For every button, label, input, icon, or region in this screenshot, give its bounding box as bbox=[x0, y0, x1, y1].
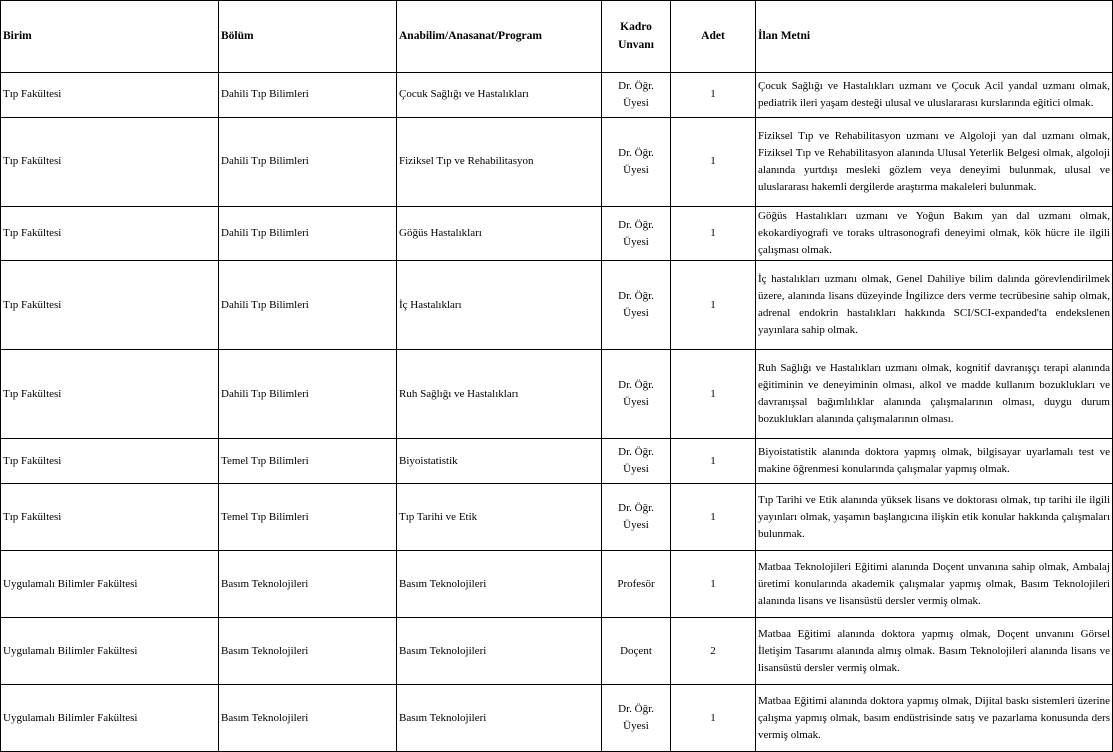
cell-program: Göğüs Hastalıkları bbox=[397, 207, 602, 261]
cell-birim: Tıp Fakültesi bbox=[1, 261, 219, 350]
cell-kadro: Dr. Öğr. Üyesi bbox=[602, 350, 671, 439]
cell-birim: Uygulamalı Bilimler Fakültesi bbox=[1, 685, 219, 752]
cell-adet: 2 bbox=[671, 618, 756, 685]
table-row bbox=[1, 73, 1113, 118]
table-row bbox=[1, 118, 1113, 207]
cell-adet: 1 bbox=[671, 439, 756, 484]
cell-birim: Tıp Fakültesi bbox=[1, 118, 219, 207]
cell-bolum: Dahili Tıp Bilimleri bbox=[219, 118, 397, 207]
cell-bolum: Basım Teknolojileri bbox=[219, 618, 397, 685]
cell-program: Fiziksel Tıp ve Rehabilitasyon bbox=[397, 118, 602, 207]
cell-program: Çocuk Sağlığı ve Hastalıkları bbox=[397, 73, 602, 118]
cell-ilan: Matbaa Teknolojileri Eğitimi alanında Doçent unvanına sahip olmak, Ambalaj üretimi konularında akademik çalışmalar yapmış olmak, Basım Teknolojileri alanında lisans ve lisansüstü dersler vermiş olmak. bbox=[756, 551, 1113, 618]
cell-kadro: Dr. Öğr. Üyesi bbox=[602, 118, 671, 207]
cell-bolum: Dahili Tıp Bilimleri bbox=[219, 73, 397, 118]
cell-bolum: Basım Teknolojileri bbox=[219, 685, 397, 752]
table-row bbox=[1, 484, 1113, 551]
table-row bbox=[1, 350, 1113, 439]
cell-adet: 1 bbox=[671, 484, 756, 551]
header-bolum: Bölüm bbox=[219, 1, 397, 73]
cell-adet: 1 bbox=[671, 261, 756, 350]
table-row bbox=[1, 618, 1113, 685]
header-ilan: İlan Metni bbox=[756, 1, 1113, 73]
cell-program: Tıp Tarihi ve Etik bbox=[397, 484, 602, 551]
table-row bbox=[1, 551, 1113, 618]
cell-birim: Tıp Fakültesi bbox=[1, 484, 219, 551]
cell-bolum: Temel Tıp Bilimleri bbox=[219, 484, 397, 551]
cell-birim: Uygulamalı Bilimler Fakültesi bbox=[1, 551, 219, 618]
cell-ilan: Tıp Tarihi ve Etik alanında yüksek lisans ve doktorası olmak, tıp tarihi ile ilgili yayınları olmak, yaşamın başlangıcına ilişkin etik konular hakkında çalışmaları bulunmak. bbox=[756, 484, 1113, 551]
cell-kadro: Dr. Öğr. Üyesi bbox=[602, 261, 671, 350]
cell-ilan: Göğüs Hastalıkları uzmanı ve Yoğun Bakım yan dal uzmanı olmak, ekokardiyografi ve toraks ultrasonografi deneyimi olmak, kök hücre ile ilgili çalışması olmak. bbox=[756, 207, 1113, 261]
cell-adet: 1 bbox=[671, 73, 756, 118]
cell-kadro: Doçent bbox=[602, 618, 671, 685]
cell-birim: Uygulamalı Bilimler Fakültesi bbox=[1, 618, 219, 685]
cell-bolum: Basım Teknolojileri bbox=[219, 551, 397, 618]
cell-birim: Tıp Fakültesi bbox=[1, 350, 219, 439]
cell-bolum: Dahili Tıp Bilimleri bbox=[219, 350, 397, 439]
cell-kadro: Dr. Öğr. Üyesi bbox=[602, 484, 671, 551]
cell-kadro: Dr. Öğr. Üyesi bbox=[602, 73, 671, 118]
table-row bbox=[1, 261, 1113, 350]
table-row bbox=[1, 439, 1113, 484]
cell-bolum: Dahili Tıp Bilimleri bbox=[219, 207, 397, 261]
cell-program: Biyoistatistik bbox=[397, 439, 602, 484]
cell-ilan: Biyoistatistik alanında doktora yapmış olmak, bilgisayar uyarlamalı test ve makine öğrenmesi konularında çalışmalar yapmış olmak. bbox=[756, 439, 1113, 484]
cell-program: Basım Teknolojileri bbox=[397, 618, 602, 685]
header-adet: Adet bbox=[671, 1, 756, 73]
cell-ilan: Fiziksel Tıp ve Rehabilitasyon uzmanı ve Algoloji yan dal uzmanı olmak, Fiziksel Tıp ve Rehabilitasyon alanında Ulusal Yeterlik Belgesi olmak, algoloji alanında yurtdışı mesleki gözlem veya deneyimi bulunmak, ulusal ve uluslararası hakemli dergilerde araştırma makaleleri bulunmak. bbox=[756, 118, 1113, 207]
cell-ilan: Matbaa Eğitimi alanında doktora yapmış olmak, Doçent unvanını Görsel İletişim Tasarımı alanında almış olmak. Basım Teknolojileri alanında lisans ve lisansüstü dersler vermiş olmak. bbox=[756, 618, 1113, 685]
cell-adet: 1 bbox=[671, 118, 756, 207]
cell-kadro: Dr. Öğr. Üyesi bbox=[602, 685, 671, 752]
cell-ilan: Ruh Sağlığı ve Hastalıkları uzmanı olmak, kognitif davranışçı terapi alanında eğitiminin ve deneyiminin olması, alkol ve madde kullanım bozuklukları ve davranışsal bağımlılıklar alanında çalışmalarının olması, duygu durum bozuklukları alanında çalışmalarının olması. bbox=[756, 350, 1113, 439]
cell-bolum: Dahili Tıp Bilimleri bbox=[219, 261, 397, 350]
cell-ilan: Matbaa Eğitimi alanında doktora yapmış olmak, Dijital baskı sistemleri üzerine çalışma yapmış olmak, basım endüstrisinde satış ve pazarlama konusunda ders vermiş olmak. bbox=[756, 685, 1113, 752]
cell-adet: 1 bbox=[671, 207, 756, 261]
cell-ilan: Çocuk Sağlığı ve Hastalıkları uzmanı ve Çocuk Acil yandal uzmanı olmak, pediatrik ileri yaşam desteği ulusal ve uluslararası kurslarında eğitici olmak. bbox=[756, 73, 1113, 118]
cell-birim: Tıp Fakültesi bbox=[1, 207, 219, 261]
cell-kadro: Profesör bbox=[602, 551, 671, 618]
cell-program: Basım Teknolojileri bbox=[397, 685, 602, 752]
cell-adet: 1 bbox=[671, 350, 756, 439]
cell-adet: 1 bbox=[671, 685, 756, 752]
cell-program: İç Hastalıkları bbox=[397, 261, 602, 350]
table-header-row bbox=[1, 1, 1113, 73]
header-kadro: Kadro Unvanı bbox=[602, 1, 671, 73]
cell-ilan: İç hastalıkları uzmanı olmak, Genel Dahiliye bilim dalında görevlendirilmek üzere, alanında lisans düzeyinde İngilizce ders verme tecrübesine sahip olmak, adrenal endokrin hastalıkları hakkında SCI/SCI-expanded'ta endekslenen yayınlara sahip olmak. bbox=[756, 261, 1113, 350]
table-row bbox=[1, 207, 1113, 261]
header-program: Anabilim/Anasanat/Program bbox=[397, 1, 602, 73]
cell-adet: 1 bbox=[671, 551, 756, 618]
cell-birim: Tıp Fakültesi bbox=[1, 73, 219, 118]
header-birim: Birim bbox=[1, 1, 219, 73]
cell-kadro: Dr. Öğr. Üyesi bbox=[602, 439, 671, 484]
cell-kadro: Dr. Öğr. Üyesi bbox=[602, 207, 671, 261]
cell-program: Ruh Sağlığı ve Hastalıkları bbox=[397, 350, 602, 439]
cell-birim: Tıp Fakültesi bbox=[1, 439, 219, 484]
cell-bolum: Temel Tıp Bilimleri bbox=[219, 439, 397, 484]
table-row bbox=[1, 685, 1113, 752]
cell-program: Basım Teknolojileri bbox=[397, 551, 602, 618]
